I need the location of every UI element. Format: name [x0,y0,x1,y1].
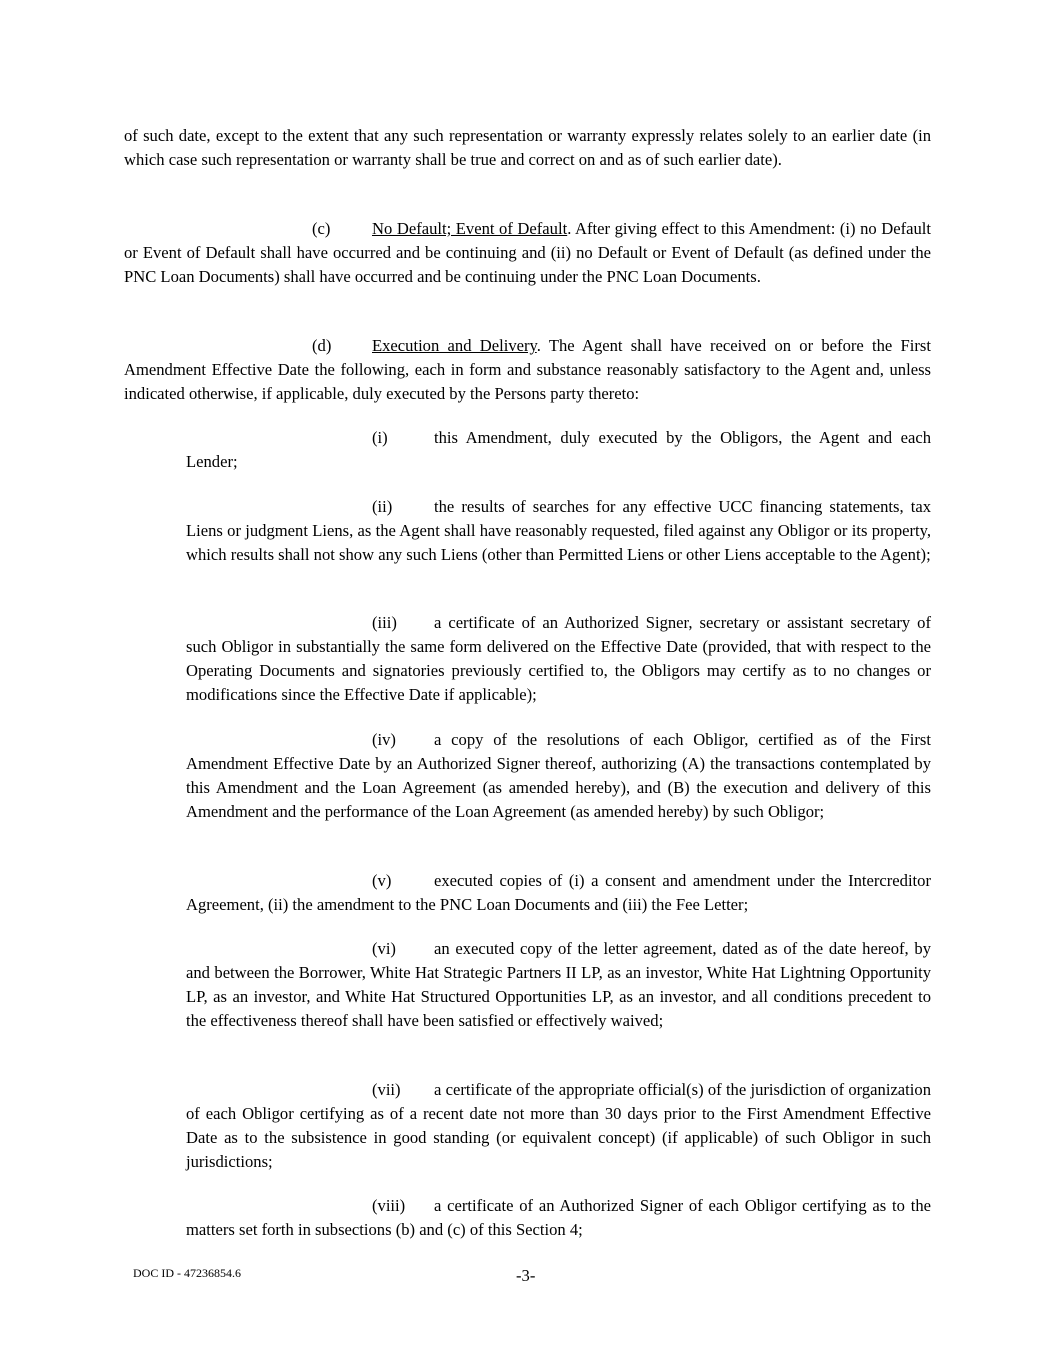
list-item-vii [186,1078,931,1174]
item-number: (vii) [372,1080,401,1099]
paragraph-text: of such date, except to the extent that any such representation or warranty expressly relates solely to an earlier date (in which case such representation or warranty shall be true and correct on and as of such earlier date). [124,126,931,169]
item-number: (vi) [372,939,396,958]
item-number: (iv) [372,730,396,749]
item-text: an executed copy of the letter agreement, dated as of the date hereof, by and between the Borrower, White Hat Strategic Partners II LP, as an investor, White Hat Lightning Opportunity LP, as an investor, and White Hat Structured Opportunities LP, as an investor, and all conditions precedent to the effectiveness thereof shall have been satisfied or effectively waived; [186,939,931,1030]
continuation-paragraph [124,124,931,172]
item-text: the results of searches for any effective UCC financing statements, tax Liens or judgment Liens, as the Agent shall have reasonably requested, filed against any Obligor or its property, which results shall not show any such Liens (other than Permitted Liens or other Liens acceptable to the Agent); [186,497,931,564]
list-item-v [186,869,931,917]
item-text: a certificate of the appropriate official(s) of the jurisdiction of organization of each Obligor certifying as of a recent date not more than 30 days prior to the First Amendment Effective Date as to the subsistence in good standing (or equivalent concept) (if applicable) of such Obligor in such jurisdictions; [186,1080,931,1171]
list-item-iv [186,728,931,824]
item-number: (i) [372,428,388,447]
paragraph-text: . After giving effect to this Amendment: (i) no Default or Event of Default shall have occurred and be continuing and (ii) no Default or Event of Default (as defined under the PNC Loan Documents) shall have occurred and be continuing under the PNC Loan Documents. [124,219,932,286]
item-text: a copy of the resolutions of each Obligor, certified as of the First Amendment Effective Date by an Authorized Signer thereof, authorizing (A) the transactions contemplated by this Amendment and the Loan Agreement (as amended hereby), and (B) the execution and delivery of this Amendment and the performance of the Loan Agreement (as amended hereby) by such Obligor; [186,730,931,821]
item-number: (ii) [372,497,393,516]
item-number: (iii) [372,613,397,632]
paragraph-heading: Execution and Delivery [372,336,537,355]
item-text: a certificate of an Authorized Signer, secretary or assistant secretary of such Obligor in substantially the same form delivered on the Effective Date (provided, that with respect to the Operating Documents and signatories previously certified to, the Obligors may certify as to no changes or modifications since the Effective Date if applicable); [186,613,931,704]
item-text: this Amendment, duly executed by the Obligors, the Agent and each Lender; [186,428,931,471]
item-number: (viii) [372,1196,406,1215]
list-item-i [186,426,931,474]
doc-id: DOC ID - 47236854.6 [133,1266,241,1280]
list-item-vi [186,937,931,1033]
item-number: (v) [372,871,392,890]
paragraph-c [124,217,931,289]
paragraph-number: (d) [312,336,332,355]
list-item-ii [186,495,931,567]
list-item-viii [186,1194,931,1242]
page-number: -3- [516,1266,536,1285]
paragraph-heading: No Default; Event of Default [372,219,568,238]
paragraph-number: (c) [312,219,331,238]
list-item-iii [186,611,931,707]
paragraph-d [124,334,931,406]
item-text: executed copies of (i) a consent and amendment under the Intercreditor Agreement, (ii) the amendment to the PNC Loan Documents and (iii) the Fee Letter; [186,871,931,914]
paragraph-text: . The Agent shall have received on or before the First Amendment Effective Date the following, each in form and substance reasonably satisfactory to the Agent and, unless indicated otherwise, if applicable, duly executed by the Persons party thereto: [124,336,931,403]
item-text: a certificate of an Authorized Signer of each Obligor certifying as to the matters set forth in subsections (b) and (c) of this Section 4; [186,1196,931,1239]
